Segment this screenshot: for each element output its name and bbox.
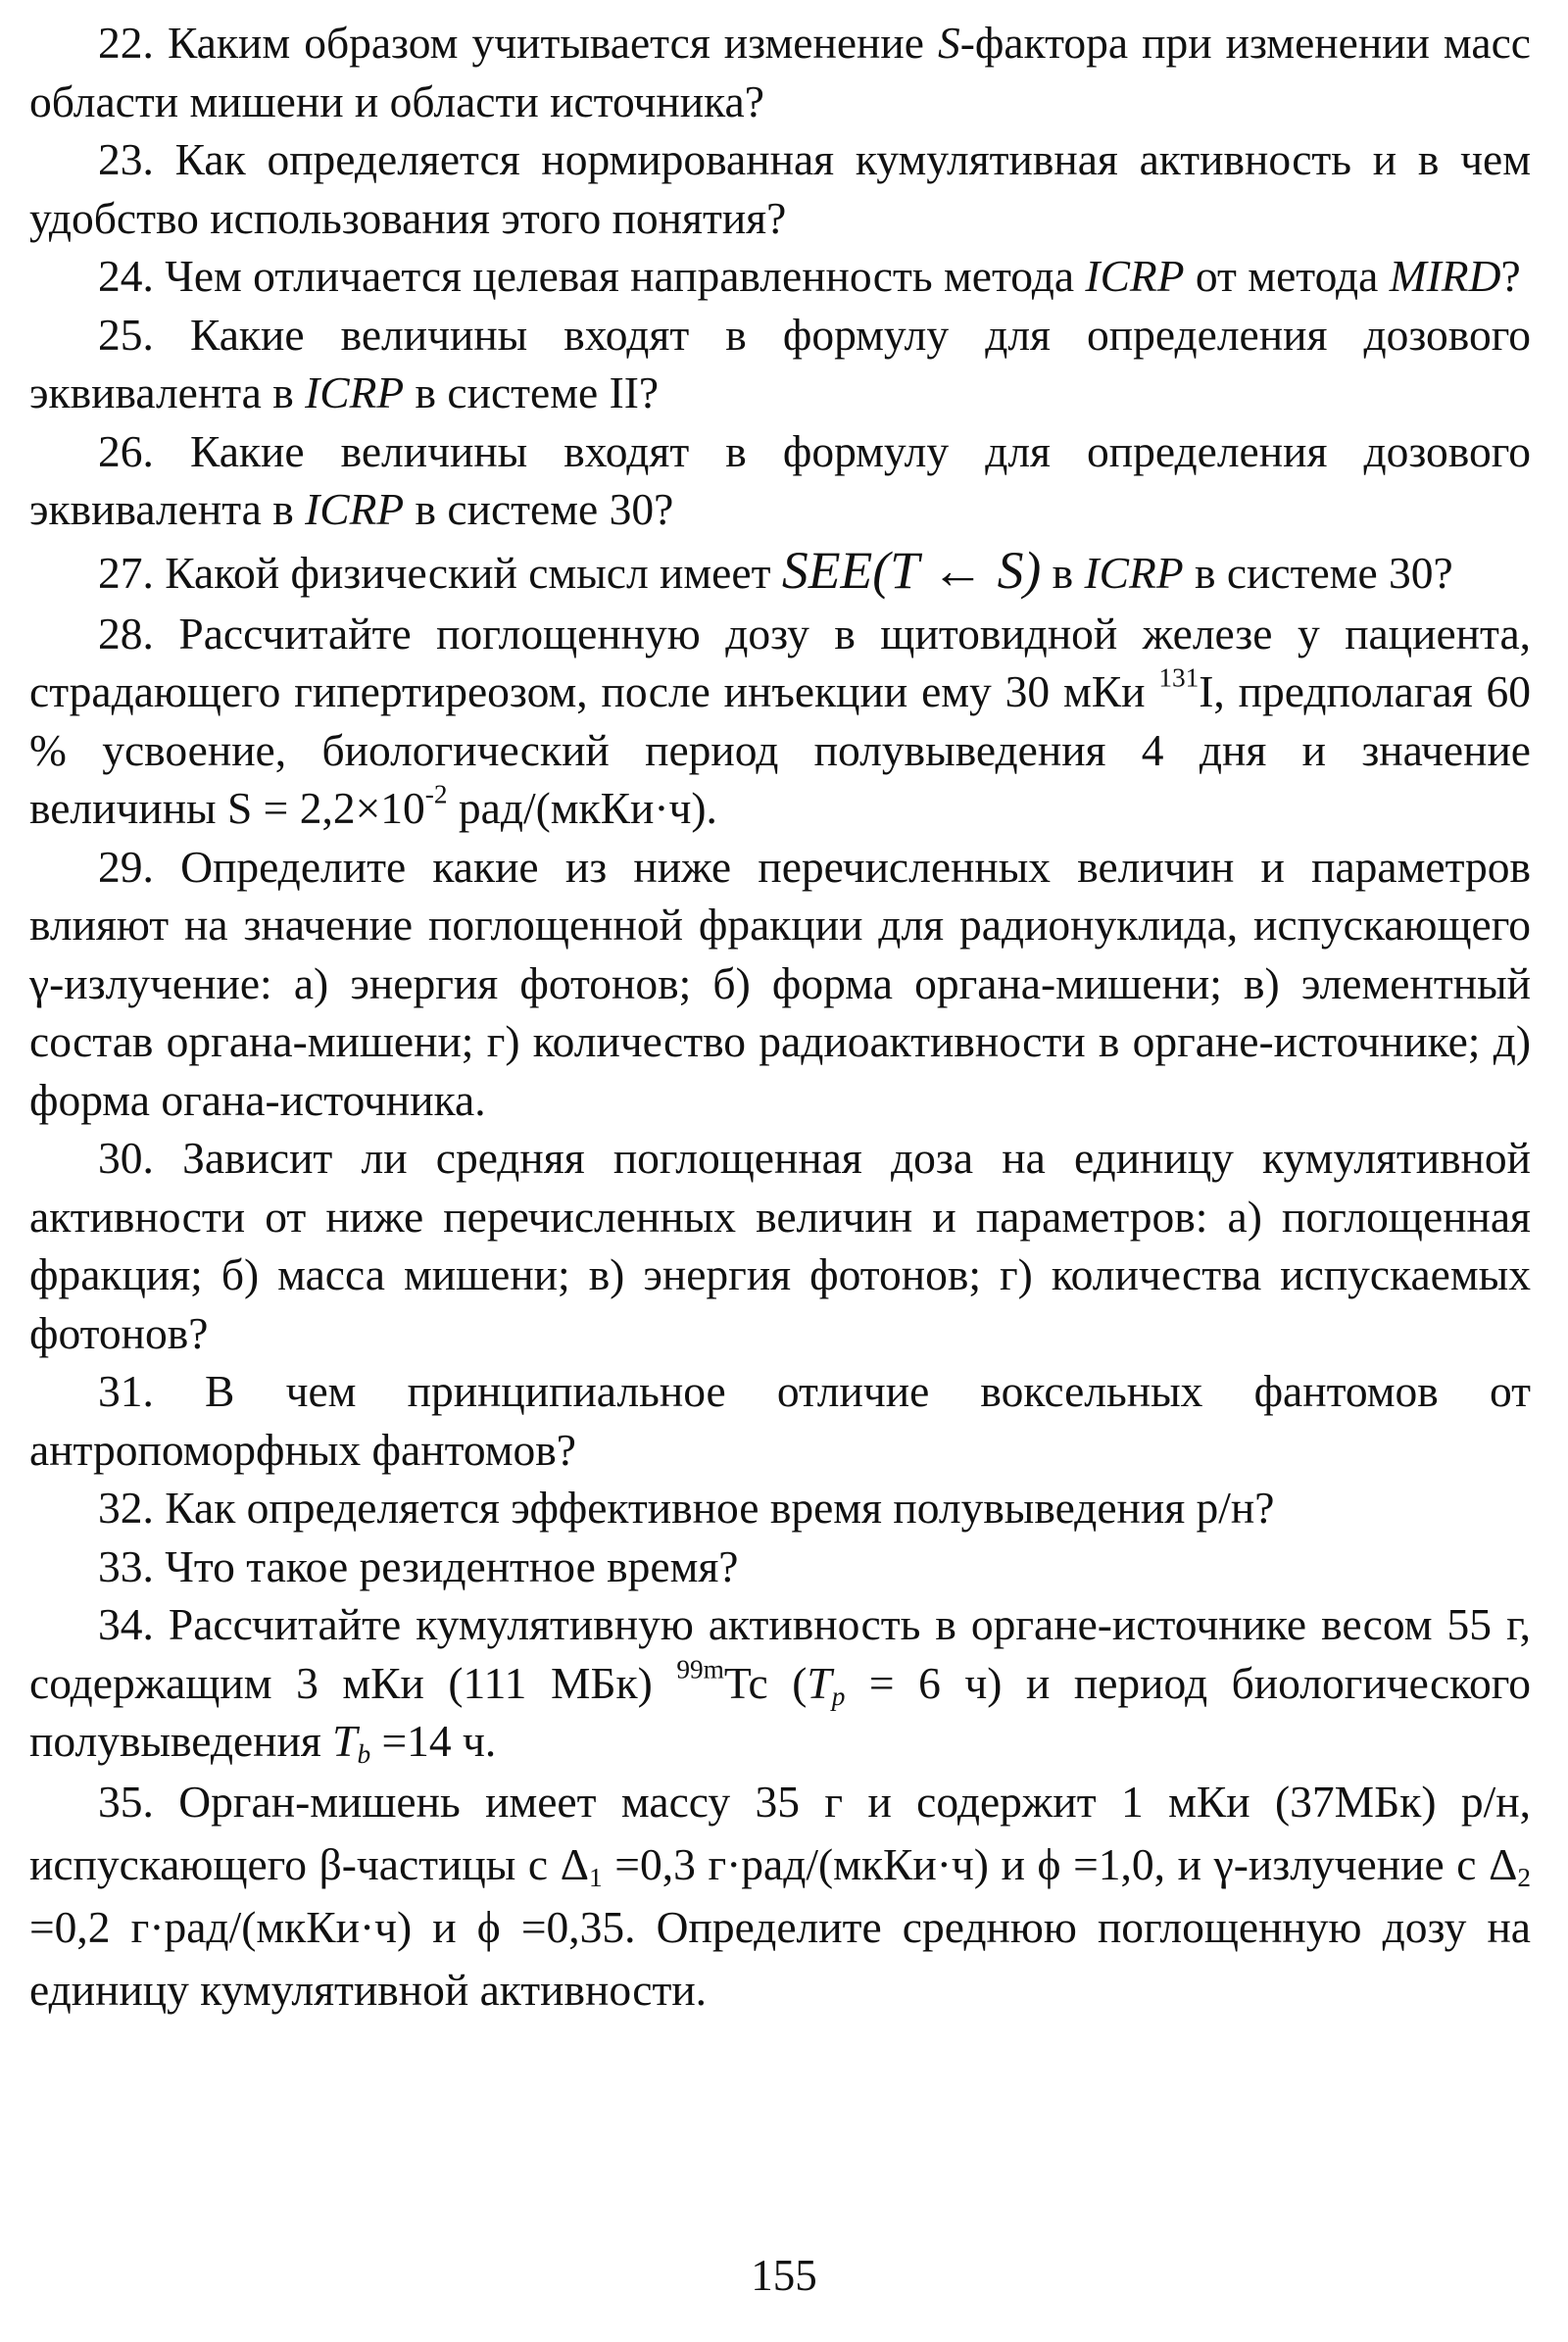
question-32 xyxy=(29,1479,1531,1537)
question-number: 35. xyxy=(98,1776,154,1827)
question-number: 28. xyxy=(98,608,154,659)
question-text: = 6 ч) и период биологического полувыведения xyxy=(29,1657,1531,1766)
question-text: в системе 30? xyxy=(1183,547,1453,598)
formula-see: SEE(T ← S) xyxy=(781,540,1042,600)
question-text: Каким образом учитывается изменение xyxy=(167,18,938,68)
question-number: 33. xyxy=(98,1540,154,1591)
question-text: в системе II? xyxy=(404,367,660,417)
question-text: Какой физический смысл имеет xyxy=(165,547,782,598)
question-number: 22. xyxy=(98,18,154,68)
question-text: =14 ч. xyxy=(370,1716,497,1766)
question-number: 34. xyxy=(98,1599,154,1649)
question-number: 27. xyxy=(98,547,154,598)
question-24 xyxy=(29,247,1531,306)
question-35 xyxy=(29,1771,1531,2022)
question-25 xyxy=(29,306,1531,422)
italic-term: ICRP xyxy=(1084,547,1184,598)
italic-term: T xyxy=(807,1657,832,1708)
question-23 xyxy=(29,130,1531,247)
question-text: Какие величины входят в формулу для определения дозового эквивалента в xyxy=(29,309,1531,417)
question-text: Рассчитайте поглощенную дозу в щитовидной железе у пациента, страдающего гипертиреозом, после инъекции ему 30 мКи xyxy=(29,608,1532,716)
question-number: 31. xyxy=(98,1366,154,1416)
italic-term: ICRP xyxy=(305,367,405,417)
question-28 xyxy=(29,605,1531,838)
question-text: Зависит ли средняя поглощенная доза на единицу кумулятивной активности от ниже перечисленных величин и параметров: а) поглощенная фракция; б) масса мишени; в) энергия фотонов; г) количества испускаемых фотонов? xyxy=(29,1133,1531,1358)
question-34 xyxy=(29,1595,1531,1771)
isotope-mass-number: 131 xyxy=(1158,662,1200,693)
question-22 xyxy=(29,14,1531,130)
question-text: Как определяется эффективное время полувыведения р/н? xyxy=(165,1483,1275,1533)
question-number: 30. xyxy=(98,1133,154,1183)
question-text: рад/(мкКи·ч). xyxy=(447,783,717,833)
question-31 xyxy=(29,1362,1531,1479)
question-text: в xyxy=(1041,547,1085,598)
question-text: =0,3 г·рад/(мкКи·ч) и ϕ =1,0, и γ-излучение с Δ xyxy=(602,1838,1518,1889)
question-number: 24. xyxy=(98,251,154,301)
question-number: 23. xyxy=(98,134,154,184)
exponent: -2 xyxy=(424,779,448,809)
page-number: 155 xyxy=(751,2251,817,2300)
question-number: 25. xyxy=(98,309,154,360)
question-text: ? xyxy=(1500,251,1521,301)
question-text: Орган-мишень имеет массу 35 г и содержит 1 мКи (37МБк) р/н, испускающего β-частицы с Δ xyxy=(29,1776,1531,1889)
subscript: 2 xyxy=(1517,1862,1531,1892)
document-page xyxy=(29,14,1531,2022)
question-26 xyxy=(29,422,1531,539)
italic-term: S xyxy=(937,18,960,68)
question-text: I, предполагая 60 % усвоение, биологический период полувыведения 4 дня и значение величины S = 2,2×10 xyxy=(29,666,1531,833)
question-text: Tc ( xyxy=(723,1657,808,1708)
subscript: b xyxy=(357,1738,371,1769)
question-text: Как определяется нормированная кумулятивная активность и в чем удобство использования этого понятия? xyxy=(29,134,1532,243)
question-27 xyxy=(29,539,1531,605)
question-text: В чем принципиальное отличие воксельных фантомов от антропоморфных фантомов? xyxy=(29,1366,1531,1475)
italic-term: T xyxy=(332,1716,358,1766)
question-number: 29. xyxy=(98,841,154,892)
question-text: =0,2 г·рад/(мкКи·ч) и ϕ =0,35. Определите среднюю поглощенную дозу на единицу кумулятивной активности. xyxy=(29,1901,1531,2015)
question-number: 26. xyxy=(98,425,154,476)
question-text: в системе 30? xyxy=(404,484,674,534)
question-text: Определите какие из ниже перечисленных величин и параметров влияют на значение поглощенной фракции для радионуклида, испускающего γ-излучение: а) энергия фотонов; б) форма органа-мишени; в) элементный состав органа-мишени; г) количество радиоактивности в органе-источнике; д) форма огана-источника. xyxy=(29,841,1532,1125)
question-text: Чем отличается целевая направленность метода xyxy=(165,251,1086,301)
question-text: Что такое резидентное время? xyxy=(165,1540,739,1591)
italic-term: ICRP xyxy=(305,484,405,534)
question-number: 32. xyxy=(98,1483,154,1533)
isotope-mass-number: 99m xyxy=(676,1654,724,1684)
subscript: p xyxy=(831,1681,846,1711)
question-text: -фактора при изменении масс области мишени и области источника? xyxy=(29,18,1532,126)
question-33 xyxy=(29,1537,1531,1596)
question-text: Какие величины входят в формулу для определения дозового эквивалента в xyxy=(29,425,1531,534)
question-29 xyxy=(29,838,1531,1130)
italic-term: ICRP xyxy=(1085,251,1185,301)
question-30 xyxy=(29,1129,1531,1362)
question-text: Рассчитайте кумулятивную активность в органе-источнике весом 55 г, содержащим 3 мКи (111 МБк) xyxy=(29,1599,1531,1708)
question-text: от метода xyxy=(1184,251,1390,301)
italic-term: MIRD xyxy=(1389,251,1501,301)
subscript: 1 xyxy=(589,1862,603,1892)
